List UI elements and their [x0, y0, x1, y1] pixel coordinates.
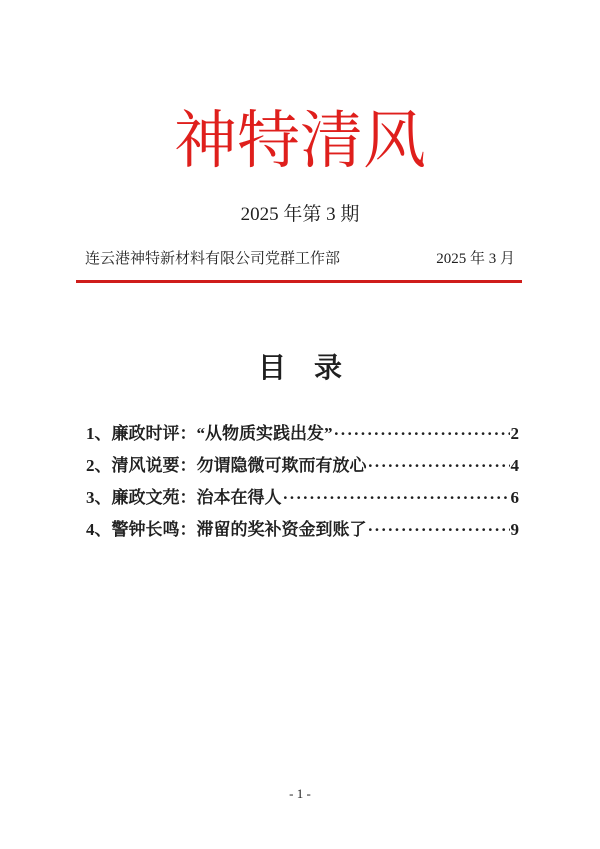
publisher-name: 连云港神特新材料有限公司党群工作部: [85, 251, 341, 267]
toc-item: [86, 515, 519, 547]
toc-item-page-number: 2: [510, 424, 519, 443]
dot-leader: [334, 424, 510, 444]
toc-item-label: 2、清风说要：勿谓隐微可欺而有放心: [86, 456, 367, 475]
masthead-title: 神特清风: [174, 106, 426, 176]
issue-number: 2025 年第 3 期: [240, 204, 360, 225]
toc-list: [86, 419, 519, 547]
dot-leader: [368, 456, 510, 476]
toc-item: [86, 419, 519, 451]
toc-item-label: 1、廉政时评：“从物质实践出发”: [86, 424, 333, 443]
dot-leader: [368, 520, 510, 540]
toc-item-label: 4、警钟长鸣：滞留的奖补资金到账了: [86, 520, 367, 539]
toc-item-page-number: 4: [510, 456, 519, 475]
toc-item: [86, 451, 519, 483]
footer-page-number: - 1 -: [289, 786, 311, 801]
publish-date: 2025 年 3 月: [436, 251, 515, 267]
toc-heading: 目 录: [257, 353, 342, 384]
dot-leader: [283, 488, 510, 508]
toc-item: [86, 483, 519, 515]
red-divider-rule: [76, 280, 522, 283]
toc-item-page-number: 9: [510, 520, 519, 539]
toc-item-label: 3、廉政文苑：治本在得人: [86, 488, 282, 507]
publisher-row: [85, 249, 515, 269]
toc-item-page-number: 6: [510, 488, 519, 507]
